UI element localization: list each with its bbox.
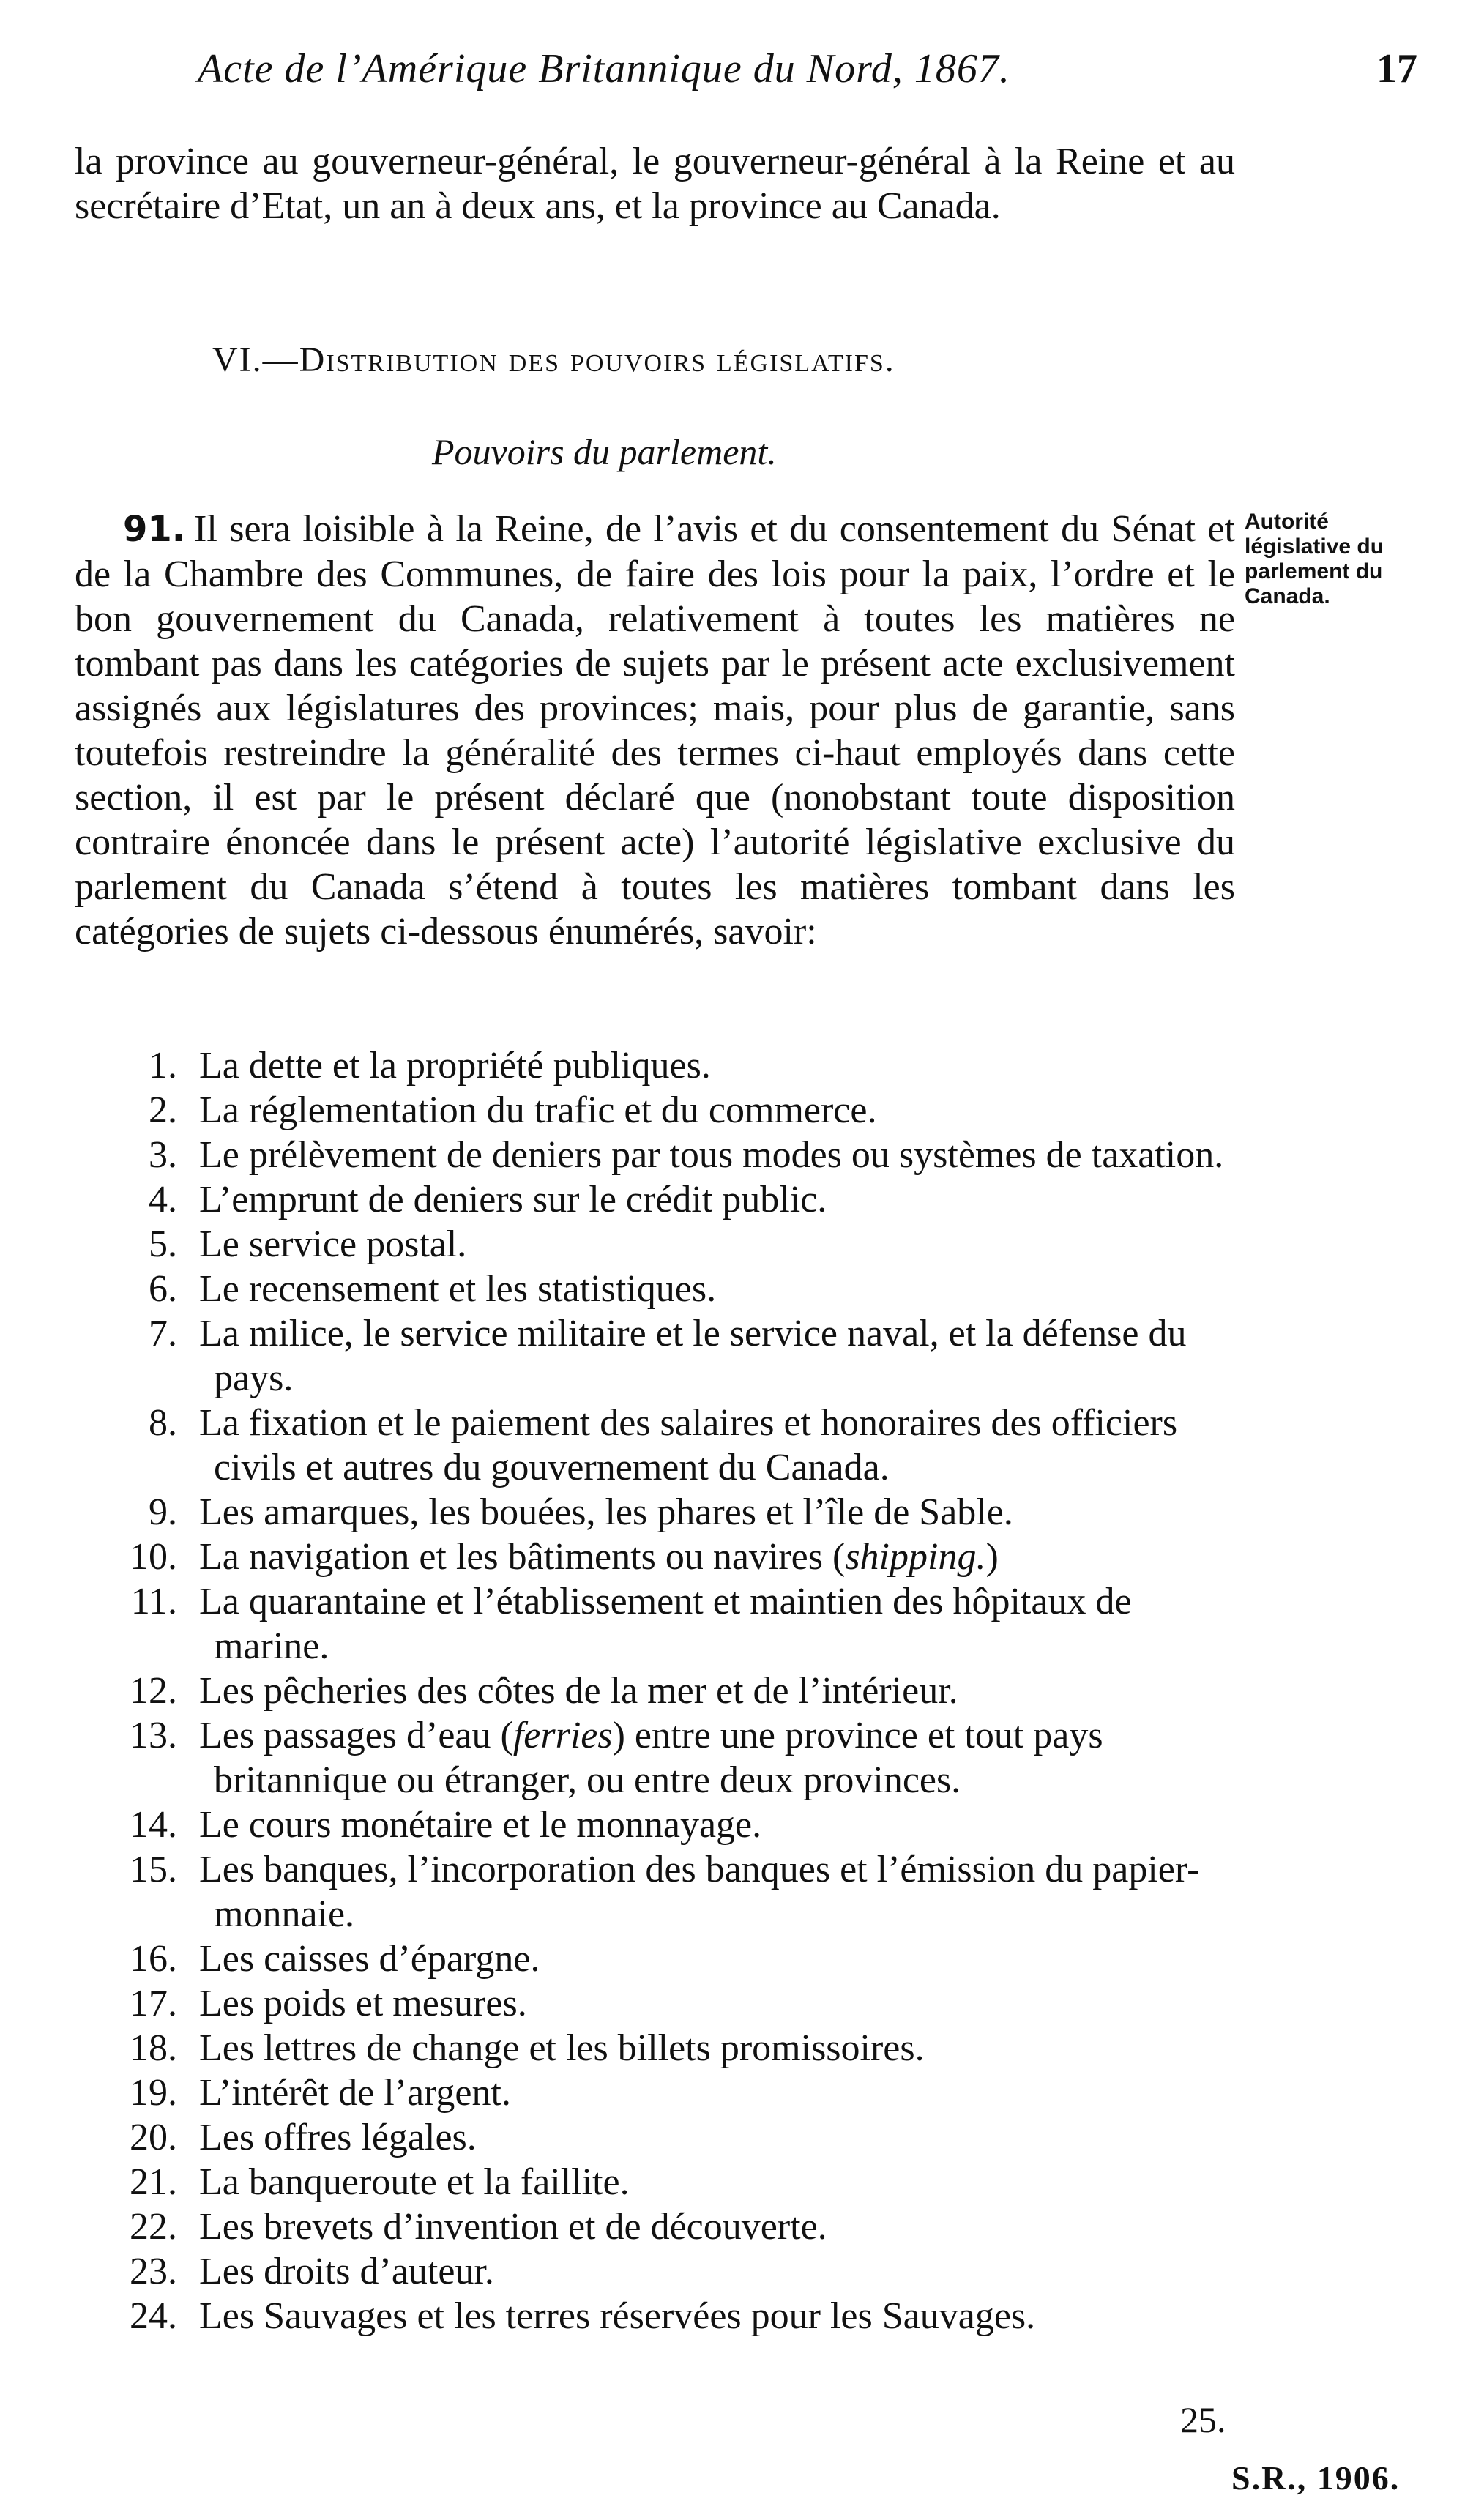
list-item-italic-term: shipping. <box>845 1536 986 1578</box>
list-item-text-after: ) <box>985 1536 999 1578</box>
list-item-text: Les droits d’auteur. <box>199 2251 494 2292</box>
list-item <box>75 1669 1246 1713</box>
list-item-number: 1. <box>149 1045 177 1086</box>
list-item-number: 5. <box>149 1223 177 1265</box>
list-item-text-after: ) entre une province et tout pays britannique ou étranger, ou entre deux provinces. <box>214 1715 1103 1801</box>
list-item-number: 21. <box>130 2161 177 2203</box>
list-item-number: 14. <box>130 1804 177 1846</box>
list-item-number: 13. <box>130 1715 177 1756</box>
list-item-text: Les lettres de change et les billets promissoires. <box>199 2027 925 2069</box>
list-item <box>75 1490 1246 1535</box>
list-item <box>75 1535 1246 1579</box>
list-item-italic-term: ferries <box>512 1715 613 1756</box>
list-item <box>75 1579 1246 1669</box>
list-item <box>75 1043 1246 1088</box>
list-item <box>75 1713 1246 1803</box>
catchword: 25. <box>1180 2399 1226 2440</box>
list-item <box>75 1133 1246 1177</box>
signature-mark: S.R., 1906. <box>1231 2459 1401 2497</box>
list-item-text: La quarantaine et l’établissement et maintien des hôpitaux de marine. <box>199 1581 1132 1667</box>
section-91-paragraph <box>75 507 1235 954</box>
list-item-text: Le prélèvement de deniers par tous modes ou systèmes de taxation. <box>199 1134 1224 1176</box>
list-item <box>75 1847 1246 1936</box>
list-item-text: L’emprunt de deniers sur le crédit public. <box>199 1179 827 1220</box>
list-item-text: Le service postal. <box>199 1223 467 1265</box>
list-item-text <box>199 1713 1246 1803</box>
list-item-text: La réglementation du trafic et du commerce. <box>199 1089 877 1131</box>
list-item-text: Les Sauvages et les terres réservées pour les Sauvages. <box>199 2295 1036 2337</box>
list-item <box>75 1401 1246 1490</box>
list-item <box>75 1803 1246 1847</box>
list-item <box>75 2204 1246 2249</box>
list-item-text: Les pêcheries des côtes de la mer et de l’intérieur. <box>199 1670 958 1712</box>
list-item-text: Les caisses d’épargne. <box>199 1938 540 1980</box>
section-body: Il sera loisible à la Reine, de l’avis et du consentement du Sénat et de la Chambre des Communes, de faire des lois pour la paix, l’ordre et le bon gouvernement du Canada, relativement à toutes les matières ne tombant pas dans les catégories de sujets par le présent acte exclusivement assignés aux législatures des provinces; mais, pour plus de garantie, sans toutefois restreindre la généralité des termes ci-haut employés dans cette section, il est par le présent déclaré que (nonobstant toute disposition contraire énoncée dans le présent acte) l’autorité législative exclusive du parlement du Canada s’étend à toutes les matières tombant dans les catégories de sujets ci-dessous énumérés, savoir: <box>75 508 1235 953</box>
list-item <box>75 1177 1246 1222</box>
list-item-text: Les offres légales. <box>199 2117 477 2158</box>
list-item-number: 6. <box>149 1268 177 1310</box>
list-item-number: 22. <box>130 2206 177 2248</box>
list-item-text-before: Les passages d’eau ( <box>199 1715 513 1756</box>
list-item-number: 23. <box>130 2251 177 2292</box>
page-number: 17 <box>1376 46 1417 92</box>
list-item <box>75 1936 1246 1981</box>
list-item-number: 18. <box>130 2027 177 2069</box>
list-item-text: Le recensement et les statistiques. <box>199 1268 717 1310</box>
list-item <box>75 1981 1246 2026</box>
list-item-text: Les brevets d’invention et de découverte. <box>199 2206 827 2248</box>
list-item-text: Les banques, l’incorporation des banques et l’émission du papier-monnaie. <box>199 1849 1200 1935</box>
list-item <box>75 2070 1246 2115</box>
list-item-number: 12. <box>130 1670 177 1712</box>
list-item-number: 24. <box>130 2295 177 2337</box>
list-item-number: 2. <box>149 1089 177 1131</box>
marginal-note: Autorité législative du parlement du Canada. <box>1245 510 1384 608</box>
list-item-number: 20. <box>130 2117 177 2158</box>
list-item-text: La banqueroute et la faillite. <box>199 2161 630 2203</box>
list-item-text: La fixation et le paiement des salaires et honoraires des officiers civils et autres du gouvernement du Canada. <box>199 1402 1178 1488</box>
list-item-text <box>199 1535 1246 1579</box>
list-item <box>75 1311 1246 1401</box>
list-item-text: Les poids et mesures. <box>199 1983 527 2024</box>
list-item <box>75 2026 1246 2070</box>
list-item-number: 10. <box>130 1536 177 1578</box>
list-item-number: 9. <box>149 1491 177 1533</box>
list-item <box>75 2160 1246 2204</box>
list-item <box>75 2115 1246 2160</box>
list-item <box>75 1088 1246 1133</box>
list-item-number: 17. <box>130 1983 177 2024</box>
list-item-number: 3. <box>149 1134 177 1176</box>
list-item-number: 15. <box>130 1849 177 1890</box>
list-item <box>75 1222 1246 1267</box>
list-item-number: 16. <box>130 1938 177 1980</box>
list-item-text-before: La navigation et les bâtiments ou navires ( <box>199 1536 846 1578</box>
list-item-text: Le cours monétaire et le monnayage. <box>199 1804 762 1846</box>
list-item-number: 7. <box>149 1313 177 1354</box>
list-item <box>75 2249 1246 2294</box>
list-item <box>75 1267 1246 1311</box>
list-item-text: La milice, le service militaire et le service naval, et la défense du pays. <box>199 1313 1187 1399</box>
list-item-number: 4. <box>149 1179 177 1220</box>
section-number: 91. <box>123 509 186 550</box>
running-header: Acte de l’Amérique Britannique du Nord, 1867. <box>198 46 1010 92</box>
continuation-paragraph: la province au gouverneur-général, le gouverneur-général à la Reine et au secrétaire d’Etat, un an à deux ans, et la province au Canada. <box>75 141 1235 227</box>
enumerated-list <box>75 1043 1246 2338</box>
list-item <box>75 2294 1246 2338</box>
list-item-number: 19. <box>130 2072 177 2114</box>
part-heading: VI.—Distribution des pouvoirs législatifs. <box>212 340 895 379</box>
list-item-number: 8. <box>149 1402 177 1444</box>
list-item-text: L’intérêt de l’argent. <box>199 2072 511 2114</box>
list-item-number: 11. <box>130 1581 177 1622</box>
list-item-text: Les amarques, les bouées, les phares et l’île de Sable. <box>199 1491 1013 1533</box>
list-item-text: La dette et la propriété publiques. <box>199 1045 711 1086</box>
sub-heading: Pouvoirs du parlement. <box>432 431 777 472</box>
